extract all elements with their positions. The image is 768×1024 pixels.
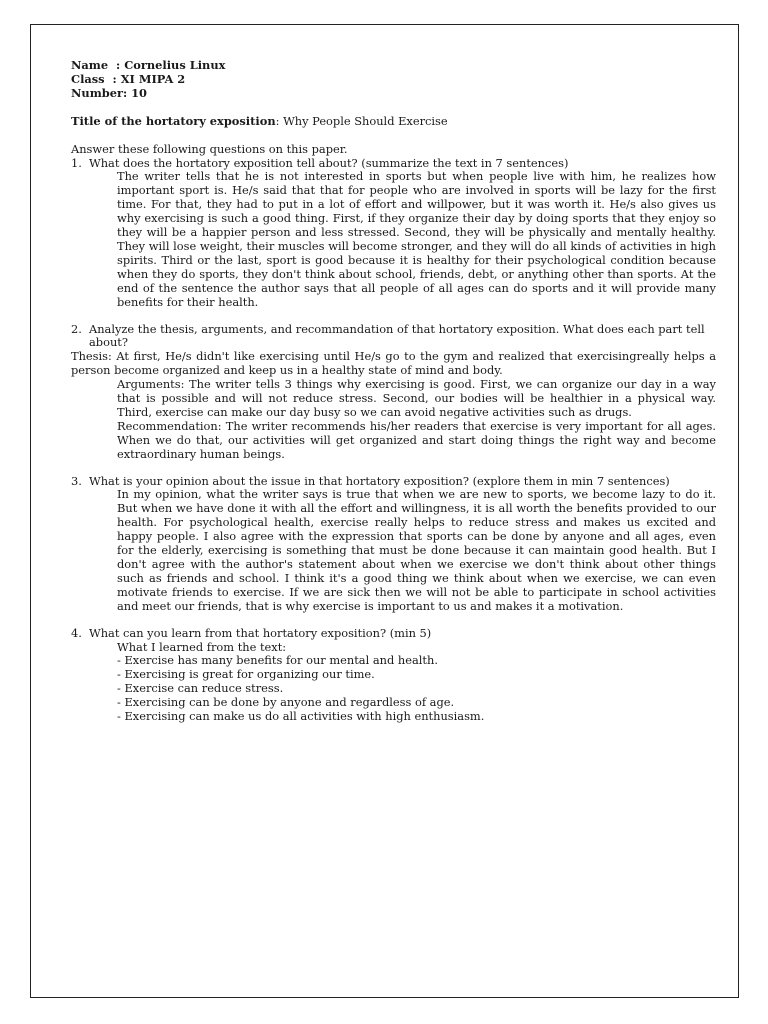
answer-2-recommendation: Recommendation: The writer recommends his/her readers that exercise is very important for all ages. When we do that, our activities will get organized and start doing things the right way and become extraordinary human beings. xyxy=(117,418,716,461)
question-text: Analyze the thesis, arguments, and recommandation of that hortatory exposition. What does each part tell about? xyxy=(89,321,705,350)
document-content xyxy=(71,59,716,724)
question-number: 2. xyxy=(71,321,82,336)
list-item: - Exercising can make us do all activities with high enthusiasm. xyxy=(117,709,485,724)
question-number: 4. xyxy=(71,625,82,640)
question-text: What can you learn from that hortatory exposition? (min 5) xyxy=(89,625,432,640)
question-number: 1. xyxy=(71,155,82,170)
question-4 xyxy=(71,627,716,641)
question-2 xyxy=(71,323,716,351)
answer-3: In my opinion, what the writer says is true that when we are new to sports, we become lazy to do it. But when we have done it with all the effort and willingness, it is all worth the benefits provided to our health. For psychological health, exercise really helps to reduce stress and makes us excited and happy people. I also agree with the expression that sports can be done by anyone and all ages, even for the elderly, exercising is something that must be done because it can maintain good health. But I don't agree with the author's statement about when we exercise we don't think about other things such as friends and school. I think it's a good thing we think about when we exercise, we can even motivate friends to exercise. If we are sick then we will not be able to participate in school activities and meet our friends, that is why exercise is important to us and makes it a motivation. xyxy=(117,487,716,613)
answer-4-lead: What I learned from the text: xyxy=(117,639,287,654)
document-page xyxy=(30,24,739,998)
question-1 xyxy=(71,157,716,171)
title-label: Title of the hortatory exposition xyxy=(71,113,276,128)
list-item: - Exercising can be done by anyone and regardless of age. xyxy=(117,695,455,710)
list-item: - Exercising is great for organizing our time. xyxy=(117,667,375,682)
title-value: : Why People Should Exercise xyxy=(275,113,448,128)
list-item: - Exercise has many benefits for our mental and health. xyxy=(117,653,438,668)
answer-2-thesis: Thesis: At first, He/s didn't like exercising until He/s go to the gym and realized that exercisingreally helps a person become organized and keep us in a healthy state of mind and body. xyxy=(71,349,716,378)
question-text: What does the hortatory exposition tell about? (summarize the text in 7 sentences) xyxy=(89,155,569,170)
student-class: Class : XI MIPA 2 xyxy=(71,71,186,86)
question-number: 3. xyxy=(71,473,82,488)
question-3 xyxy=(71,475,716,489)
instructions: Answer these following questions on this paper. xyxy=(71,141,348,156)
exposition-title xyxy=(71,115,716,129)
question-text: What is your opinion about the issue in that hortatory exposition? (explore them in min 7 sentences) xyxy=(89,473,670,488)
answer-1: The writer tells that he is not interested in sports but when people live with him, he realizes how important sport is. He/s said that that for people who are involved in sports will be lazy for the first time. For that, they had to put in a lot of effort and willpower, but it was worth it. He/s also gives us why exercising is such a good thing. First, if they organize their day by doing sports that they enjoy so they will be a happier person and less stressed. Second, they will be physically and mentally healthy. They will lose weight, their muscles will become stronger, and they will do all kinds of activities in high spirits. Third or the last, sport is good because it is healthy for their psychological condition because when they do sports, they don't think about school, friends, debt, or anything other than sports. At the end of the sentence the author says that all people of all ages can do sports and it will provide many benefits for their health. xyxy=(117,169,716,309)
list-item: - Exercise can reduce stress. xyxy=(117,681,284,696)
student-name: Name : Cornelius Linux xyxy=(71,58,226,72)
answer-2-arguments: Arguments: The writer tells 3 things why exercising is good. First, we can organize our day in a way that is possible and will not reduce stress. Second, our bodies will be healthier in a physical way. Third, exercise can make our day busy so we can avoid negative activities such as drugs. xyxy=(117,377,716,419)
student-number: Number: 10 xyxy=(71,85,147,100)
